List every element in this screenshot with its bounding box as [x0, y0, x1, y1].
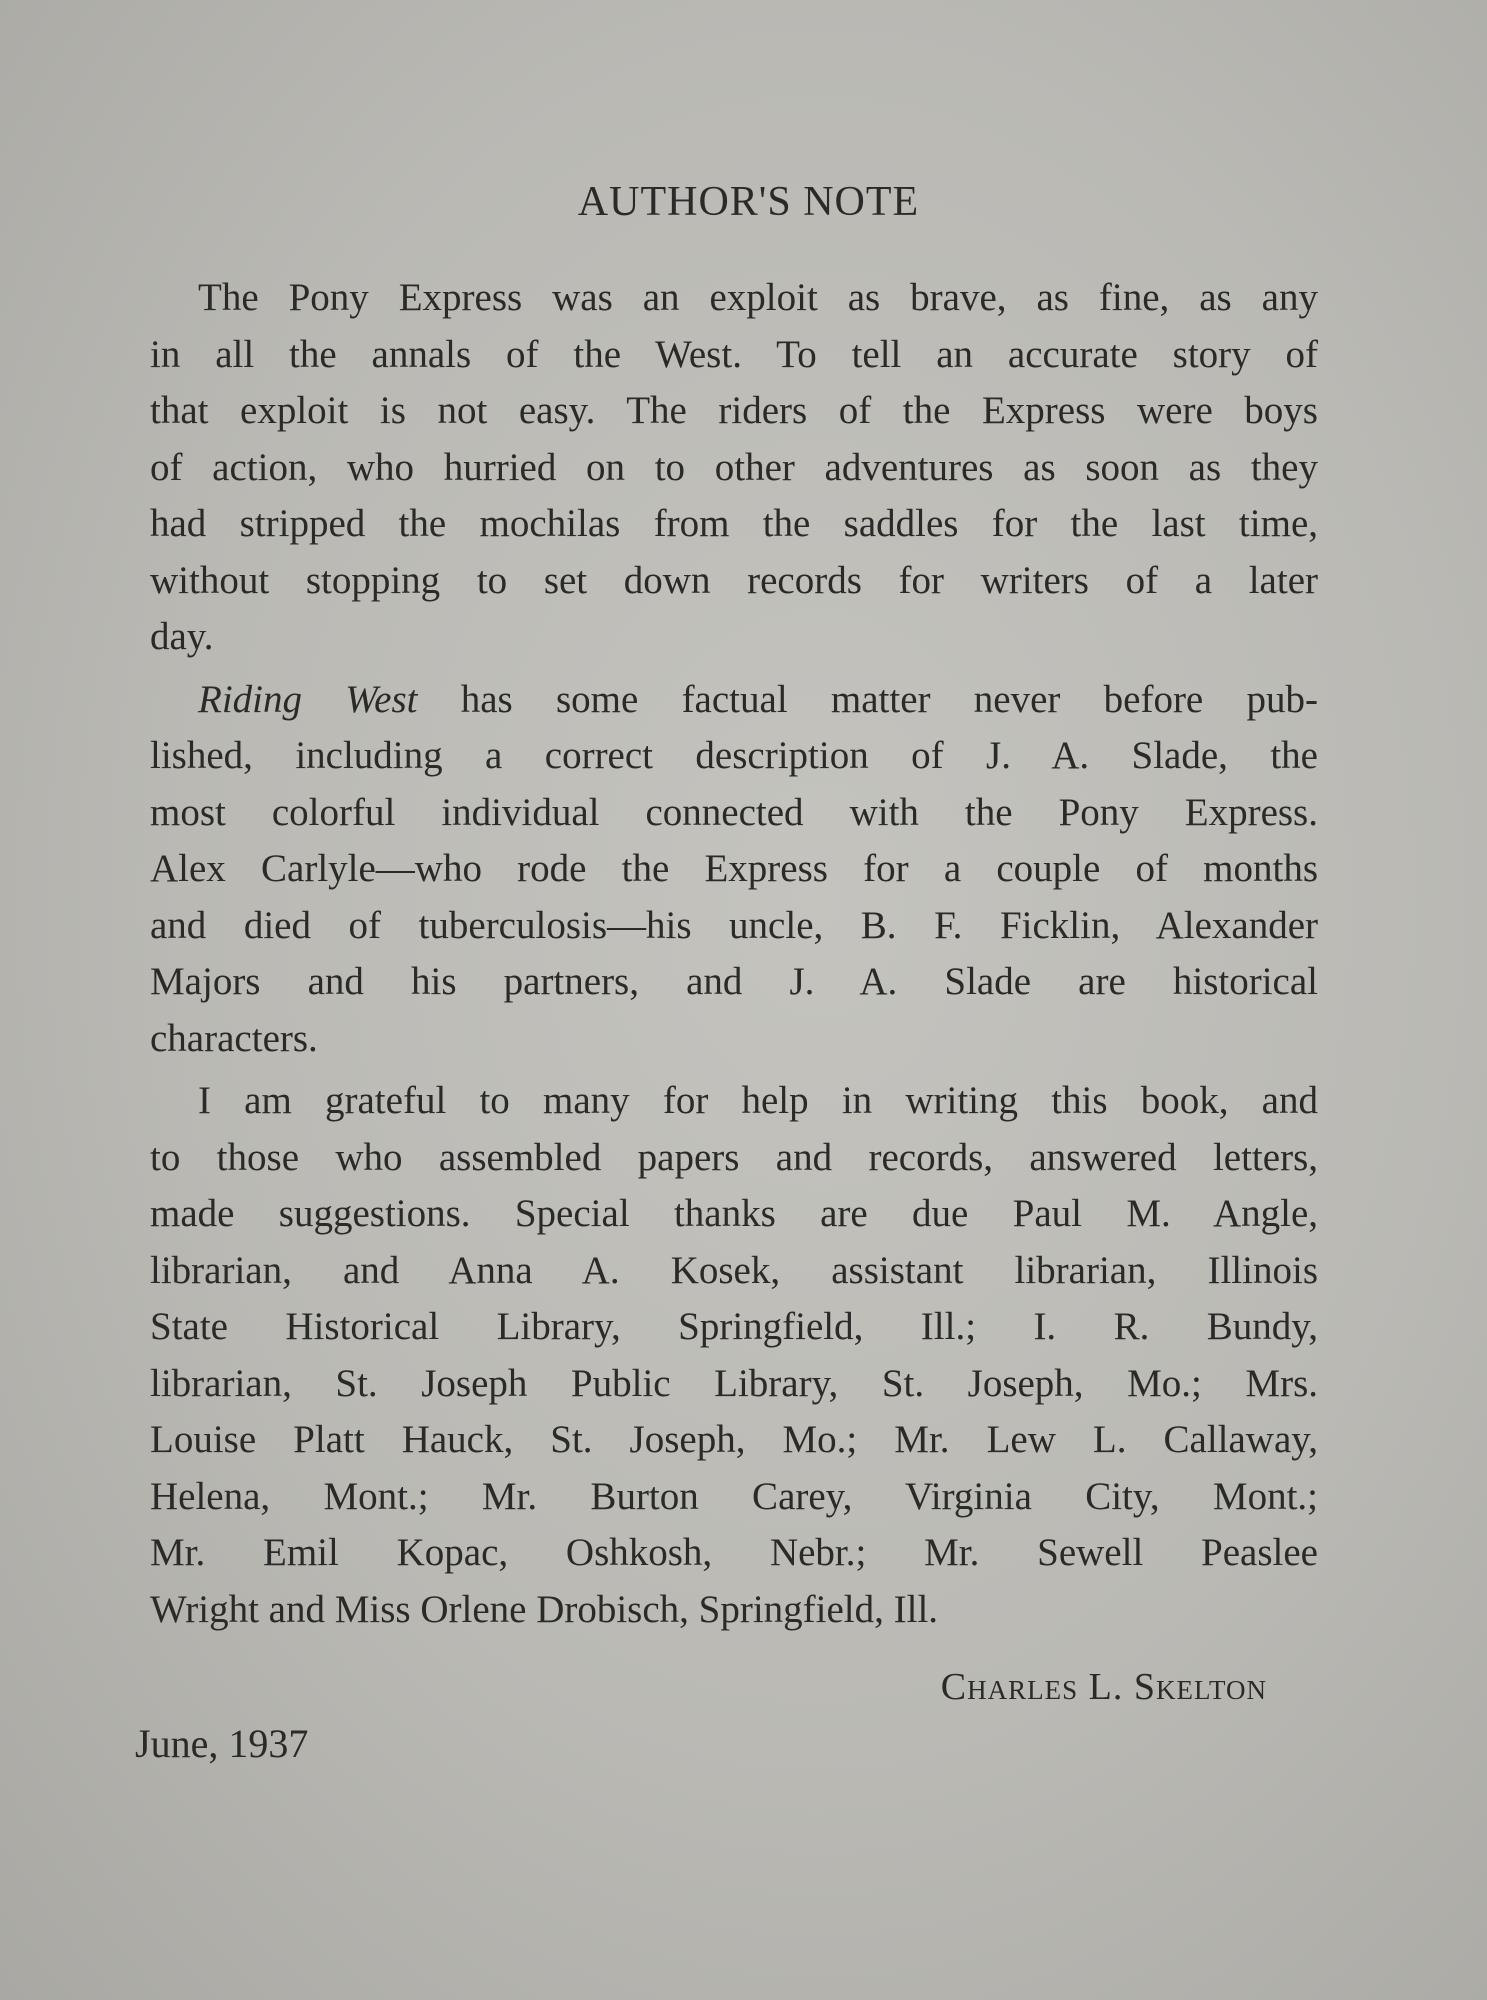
text-line: and died of tuberculosis—his uncle, B. F. Ficklin, Alexander	[150, 903, 1318, 947]
text-line: characters.	[150, 1016, 318, 1060]
text-line: Wright and Miss Orlene Drobisch, Springfield, Ill.	[150, 1587, 939, 1631]
text-line: most colorful individual connected with the Pony Express.	[150, 790, 1318, 834]
text-line-rest: has some factual matter never before pub-	[417, 677, 1318, 721]
paragraph-2	[150, 672, 1318, 1068]
text-line: without stopping to set down records for writers of a later	[150, 558, 1318, 602]
text-line: Helena, Mont.; Mr. Burton Carey, Virginia City, Mont.;	[150, 1474, 1318, 1518]
note-body	[150, 270, 1318, 1638]
author-signature: Charles L. Skelton	[940, 1666, 1267, 1708]
page-title: AUTHOR'S NOTE	[577, 179, 920, 225]
note-date: June, 1937	[135, 1721, 309, 1766]
text-line: that exploit is not easy. The riders of the Express were boys	[150, 389, 1318, 432]
paragraph-3	[150, 1073, 1318, 1638]
text-line: Majors and his partners, and J. A. Slade are historical	[150, 960, 1318, 1003]
text-line: librarian, and Anna A. Kosek, assistant librarian, Illinois	[150, 1248, 1318, 1292]
text-line: I am grateful to many for help in writing this book, and	[198, 1079, 1318, 1122]
text-line: of action, who hurried on to other adventures as soon as they	[150, 445, 1318, 489]
text-line: day.	[150, 615, 214, 658]
text-line: made suggestions. Special thanks are due Paul M. Angle,	[150, 1192, 1318, 1235]
text-line: librarian, St. Joseph Public Library, St. Joseph, Mo.; Mrs.	[150, 1361, 1318, 1405]
text-line: to those who assembled papers and records, answered letters,	[150, 1135, 1318, 1179]
text-line: Louise Platt Hauck, St. Joseph, Mo.; Mr. Lew L. Callaway,	[150, 1418, 1318, 1461]
text-line: in all the annals of the West. To tell an accurate story of	[150, 332, 1318, 376]
text-line	[150, 672, 1318, 729]
text-line: lished, including a correct description of J. A. Slade, the	[150, 734, 1318, 777]
paragraph-1	[150, 270, 1318, 666]
text-line: Mr. Emil Kopac, Oshkosh, Nebr.; Mr. Sewell Peaslee	[150, 1531, 1318, 1574]
text-line: had stripped the mochilas from the saddles for the last time,	[150, 502, 1318, 545]
book-title: Riding West	[198, 677, 418, 721]
text-line: State Historical Library, Springfield, Ill.; I. R. Bundy,	[150, 1305, 1318, 1348]
text-line: Alex Carlyle—who rode the Express for a couple of months	[150, 847, 1318, 890]
text-line: The Pony Express was an exploit as brave, as fine, as any	[198, 276, 1318, 319]
